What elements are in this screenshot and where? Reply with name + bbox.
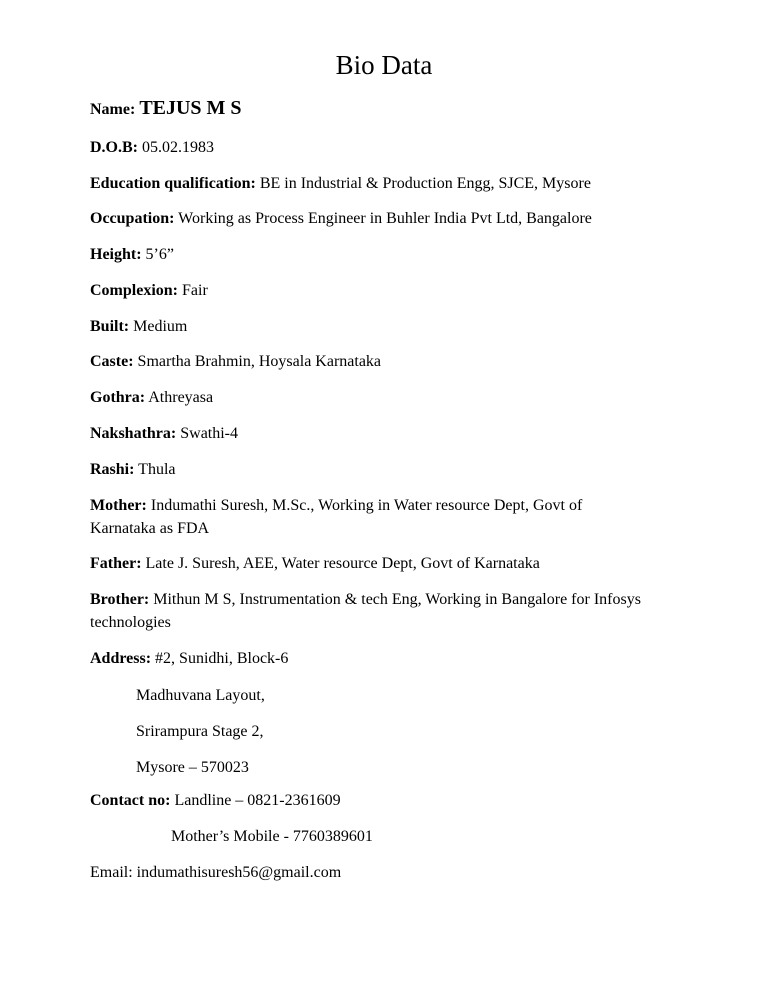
father-row	[90, 552, 670, 575]
contact-mobile: Mother’s Mobile - 7760389601	[171, 828, 373, 845]
page-title: Bio Data	[335, 50, 433, 80]
brother-label: Brother:	[90, 591, 150, 608]
education-label: Education qualification:	[90, 175, 256, 192]
contact-row	[90, 789, 670, 812]
caste-value: Smartha Brahmin, Hoysala Karnataka	[137, 353, 382, 370]
brother-value: Mithun M S, Instrumentation & tech Eng, Working in Bangalore for Infosys technologies	[90, 591, 641, 631]
name-label: Name:	[90, 101, 136, 118]
address-label: Address:	[90, 650, 152, 667]
brother-row	[90, 588, 660, 634]
contact-label: Contact no:	[90, 792, 171, 809]
height-row	[90, 243, 670, 266]
address-line-3: Srirampura Stage 2,	[136, 723, 264, 740]
rashi-label: Rashi:	[90, 461, 135, 478]
gothra-label: Gothra:	[90, 389, 146, 406]
education-row	[90, 172, 670, 195]
address-row	[90, 647, 670, 670]
nakshathra-value: Swathi-4	[180, 425, 239, 442]
caste-label: Caste:	[90, 353, 134, 370]
built-value: Medium	[133, 318, 188, 335]
dob-label: D.O.B:	[90, 139, 138, 156]
rashi-row	[90, 458, 670, 481]
height-value: 5’6”	[145, 246, 174, 263]
email-row: Email: indumathisuresh56@gmail.com	[90, 864, 342, 881]
occupation-row	[90, 207, 670, 230]
complexion-row	[90, 279, 670, 302]
built-label: Built:	[90, 318, 130, 335]
complexion-value: Fair	[182, 282, 208, 299]
name-value: TEJUS M S	[139, 97, 242, 119]
caste-row	[90, 350, 670, 373]
education-value: BE in Industrial & Production Engg, SJCE, Mysore	[259, 175, 591, 192]
mother-value: Indumathi Suresh, M.Sc., Working in Water resource Dept, Govt of Karnataka as FDA	[90, 497, 583, 537]
gothra-value: Athreyasa	[148, 389, 214, 406]
nakshathra-label: Nakshathra:	[90, 425, 177, 442]
built-row	[90, 315, 670, 338]
occupation-value: Working as Process Engineer in Buhler India Pvt Ltd, Bangalore	[178, 210, 592, 227]
name-row	[90, 97, 670, 121]
complexion-label: Complexion:	[90, 282, 178, 299]
father-label: Father:	[90, 555, 142, 572]
mother-row	[90, 494, 650, 540]
address-line-2: Madhuvana Layout,	[136, 687, 265, 704]
dob-value: 05.02.1983	[142, 139, 214, 156]
mother-label: Mother:	[90, 497, 147, 514]
contact-landline: Landline – 0821-2361609	[174, 792, 341, 809]
height-label: Height:	[90, 246, 142, 263]
occupation-label: Occupation:	[90, 210, 175, 227]
rashi-value: Thula	[138, 461, 176, 478]
father-value: Late J. Suresh, AEE, Water resource Dept, Govt of Karnataka	[145, 555, 540, 572]
dob-row	[90, 136, 670, 159]
address-line-1: #2, Sunidhi, Block-6	[155, 650, 289, 667]
address-line-4: Mysore – 570023	[136, 759, 249, 776]
nakshathra-row	[90, 422, 670, 445]
gothra-row	[90, 386, 670, 409]
